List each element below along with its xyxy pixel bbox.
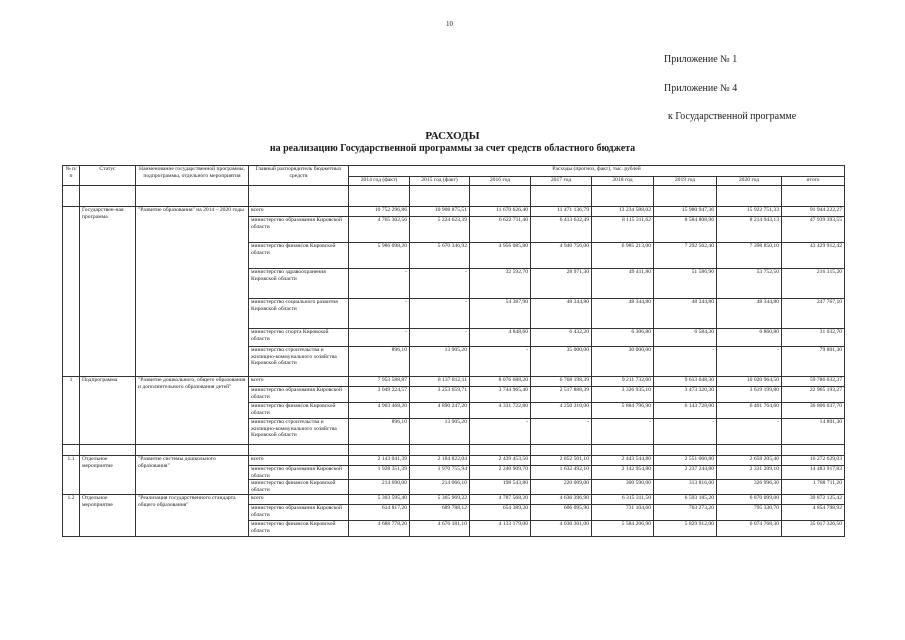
row-value: 48 344,80 [654,299,717,329]
row-value: 28 971,30 [531,269,592,299]
row-value: 4 787 568,20 [470,494,531,504]
row-number [63,207,80,377]
row-value: 2 240 909,70 [470,466,531,480]
row-value: 326 996,30 [717,480,782,494]
row-value: 8 137 812,11 [410,377,470,387]
row-value: 10 752 296,86 [349,207,410,217]
row-value: 4 250 310,00 [531,403,592,419]
row-status: Отдельное мероприятие [80,494,136,536]
row-total: 79 801,30 [782,347,845,377]
row-value: 2 237 244,80 [654,466,717,480]
row-total: 14 483 917,83 [782,466,845,480]
row-program-name: "Развитие дошкольного, общего образования и дополнительного образования детей" [136,377,249,445]
row-value: - [410,329,470,347]
row-value: 4 688 778,20 [349,520,410,536]
row-value: 4 133 179,00 [470,520,531,536]
row-value: 4 848,60 [470,329,531,347]
spacer-cell [249,445,349,456]
row-value: 3 473 320,30 [654,387,717,403]
header-year: 2017 год [531,177,592,186]
row-value: 13 234 588,02 [592,207,654,217]
row-value: 7 292 562,40 [654,243,717,269]
row-value: 48 344,80 [592,299,654,329]
row-value: 6 432,20 [531,329,592,347]
spacer-cell [531,445,592,456]
row-value: 2 517 888,39 [531,387,592,403]
row-value: - [470,347,531,377]
header-year: 2020 год [717,177,782,186]
row-value: 8 214 943,13 [717,217,782,243]
row-value: 48 344,80 [531,299,592,329]
row-value: 3 326 935,10 [592,387,654,403]
row-manager: министерство финансов Кировской области [249,520,349,536]
row-program-name: "Реализация государственного стандарта общего образования" [136,494,249,536]
row-value: 763 273,20 [654,504,717,520]
spacer-cell [470,186,531,207]
spacer-cell [80,186,136,207]
row-manager: всего [249,494,349,504]
spacer-cell [782,186,845,207]
row-value: 214 690,00 [349,480,410,494]
row-value: 9 613 048,30 [654,377,717,387]
row-value: 2 142 954,80 [592,466,654,480]
spacer-cell [63,186,80,207]
header-num: № п/п [63,166,80,186]
row-value: 4 636 396,90 [531,494,592,504]
row-value: 4 956 085,80 [470,243,531,269]
row-total: 31 032,70 [782,329,845,347]
row-value: 7 398 850,10 [717,243,782,269]
table-body [63,186,845,537]
spacer-cell [249,186,349,207]
row-value: 5 986 098,20 [349,243,410,269]
spacer-cell [349,186,410,207]
spacer-cell [136,445,249,456]
row-value: 11 471 136,79 [531,207,592,217]
spacer-cell [654,445,717,456]
row-value: 7 953 588,87 [349,377,410,387]
row-manager: министерство образования Кировской области [249,217,349,243]
row-value: 6 306,80 [592,329,654,347]
document-title: РАСХОДЫ [425,130,480,142]
row-value: - [592,419,654,445]
row-value: 49 411,80 [592,269,654,299]
row-value: - [410,269,470,299]
row-manager: всего [249,377,349,387]
header-year: 2014 год (факт) [349,177,410,186]
row-value: - [717,347,782,377]
row-value: 2 143 041,39 [349,456,410,466]
row-value: 6 622 711,40 [470,217,531,243]
row-manager: министерство финансов Кировской области [249,403,349,419]
spacer-cell [136,186,249,207]
header-year: 2015 год (факт) [410,177,470,186]
spacer-cell [63,445,80,456]
row-value: 4 940 756,00 [531,243,592,269]
row-manager: министерство образования Кировской области [249,387,349,403]
row-manager: министерство финансов Кировской области [249,480,349,494]
row-value: 9 211 732,00 [592,377,654,387]
row-value: - [349,299,410,329]
row-number: 1.2 [63,494,80,536]
table-row [63,494,845,504]
row-value: - [654,419,717,445]
row-program-name: "Развитие системы дошкольного образования" [136,456,249,495]
row-value: 8 076 688,20 [470,377,531,387]
row-value: 6 584,30 [654,329,717,347]
row-value: 795 330,70 [717,504,782,520]
spacer-cell [717,445,782,456]
row-value: 3 049 224,57 [349,387,410,403]
spacer-cell [592,186,654,207]
row-manager: министерство образования Кировской области [249,504,349,520]
appendix-line-3: к Государственной программе [668,111,797,122]
row-value: 35 000,00 [531,347,592,377]
row-value: - [717,419,782,445]
table-row [63,207,845,217]
row-manager: министерство строительства и жилищно-коммунального хозяйства Кировской области [249,419,349,445]
row-value: 896,10 [349,347,410,377]
row-manager: всего [249,207,349,217]
row-total: 35 017 326,50 [782,520,845,536]
row-total: 39 872 125,42 [782,494,845,504]
row-manager: министерство социального развития Кировской области [249,299,349,329]
row-value: 11 670 626,40 [470,207,531,217]
spacer-cell [782,445,845,456]
row-total: 247 767,10 [782,299,845,329]
header-expenses: Расходы (прогноз, факт), тыс. рублей [349,166,845,177]
row-total: 16 272 629,03 [782,456,845,466]
row-number: 1 [63,377,80,445]
row-value: 214 066,10 [410,480,470,494]
row-value: 4 676 181,10 [410,520,470,536]
spacer-cell [592,445,654,456]
row-value: 15 980 947,36 [654,207,717,217]
row-value: 5 303 595,40 [349,494,410,504]
row-program-name: "Развитие образования" на 2014 – 2020 годы [136,207,249,377]
row-value: 4 765 302,56 [349,217,410,243]
row-value: 6 860,80 [717,329,782,347]
row-manager: министерство здравоохранения Кировской области [249,269,349,299]
header-name: Наименование государственной программы, подпрограммы, отдельного мероприятия [136,166,249,186]
row-manager: министерство финансов Кировской области [249,243,349,269]
row-value: 6 315 311,50 [592,494,654,504]
header-year: 2018 год [592,177,654,186]
row-value: 5 584 206,90 [592,520,654,536]
row-total: 4 854 798,92 [782,504,845,520]
header-year: 2016 год [470,177,531,186]
row-value: 731 104,60 [592,504,654,520]
row-value: 614 817,20 [349,504,410,520]
row-value: 220 009,00 [531,480,592,494]
row-total: 47 939 393,55 [782,217,845,243]
row-manager: министерство спорта Кировской области [249,329,349,347]
row-value: 5 884 796,90 [592,403,654,419]
row-value: - [349,329,410,347]
row-value: 313 816,00 [654,480,717,494]
row-total: 1 788 711,20 [782,480,845,494]
row-value: 6 401 764,60 [717,403,782,419]
header-total: итого [782,177,845,186]
header-year: 2019 год [654,177,717,186]
spacer-cell [410,445,470,456]
document-subtitle: на реализацию Государственной программы за счет средств областного бюджета [269,143,636,154]
row-value: 32 592,70 [470,269,531,299]
row-value: 8 584 808,96 [654,217,717,243]
row-value: 5 829 912,00 [654,520,717,536]
expenses-table [62,165,845,537]
row-value: 30 000,00 [592,347,654,377]
row-value: 3 744 965,40 [470,387,531,403]
row-value: 198 543,80 [470,480,531,494]
row-value: 4 903 468,20 [349,403,410,419]
row-total: 59 786 032,37 [782,377,845,387]
row-value: 6 870 099,00 [717,494,782,504]
row-value: 300 590,00 [592,480,654,494]
row-value: 53 752,50 [717,269,782,299]
spacer-cell [717,186,782,207]
row-status: Подпрограмма [80,377,136,445]
row-value: 4 331 722,80 [470,403,531,419]
row-manager: министерство строительства и жилищно-коммунального хозяйства Кировской области [249,347,349,377]
row-value: 6 985 213,00 [592,243,654,269]
spacer-cell [349,445,410,456]
table-row [63,377,845,387]
row-value: 3 253 659,71 [410,387,470,403]
row-value: 2 658 205,40 [717,456,782,466]
row-value: 4 890 247,20 [410,403,470,419]
row-value: 8 115 311,62 [592,217,654,243]
spacer-row [63,445,845,456]
row-total: 91 944 222,27 [782,207,845,217]
row-total: 22 965 193,27 [782,387,845,403]
row-value: 2 331 209,10 [717,466,782,480]
row-total: 216 315,20 [782,269,845,299]
row-value: 10 908 875,51 [410,207,470,217]
row-value: 3 619 199,80 [717,387,782,403]
row-value: 6 768 198,39 [531,377,592,387]
row-value: 606 095,90 [531,504,592,520]
row-value: 654 389,20 [470,504,531,520]
row-value: 13 905,20 [410,419,470,445]
row-status: Государствен-ная программа [80,207,136,377]
row-total: 36 806 037,70 [782,403,845,419]
row-value: - [654,347,717,377]
row-value: 2 443 544,80 [592,456,654,466]
row-value: 2 184 822,04 [410,456,470,466]
row-value: 5 670 346,92 [410,243,470,269]
row-value: 6 143 728,00 [654,403,717,419]
appendix-line-1: Приложение № 1 [664,54,738,65]
row-value: 2 551 060,80 [654,456,717,466]
row-value: - [531,419,592,445]
header-row-1 [63,166,845,177]
table-row [63,456,845,466]
row-number: 1.1 [63,456,80,495]
row-value: - [470,419,531,445]
row-value: 13 905,20 [410,347,470,377]
page-number: 10 [446,20,453,28]
header-manager: Главный распорядитель бюджетных средств [249,166,349,186]
spacer-cell [654,186,717,207]
appendix-line-2: Приложение № 4 [664,83,738,94]
row-value: 689 788,12 [410,504,470,520]
spacer-cell [470,445,531,456]
row-value: 6 074 768,30 [717,520,782,536]
row-value: - [349,269,410,299]
row-value: 15 922 751,33 [717,207,782,217]
row-value: 6 593 185,20 [654,494,717,504]
row-value: 896,10 [349,419,410,445]
row-value: 10 020 964,50 [717,377,782,387]
spacer-cell [80,445,136,456]
row-manager: министерство образования Кировской области [249,466,349,480]
row-value: 5 365 969,22 [410,494,470,504]
row-value: 48 344,80 [717,299,782,329]
row-value: 54 387,90 [470,299,531,329]
row-total: 14 801,30 [782,419,845,445]
row-total: 43 429 912,42 [782,243,845,269]
row-value: 1 928 351,39 [349,466,410,480]
row-value: 6 413 632,49 [531,217,592,243]
row-value: - [410,299,470,329]
row-value: 51 586,90 [654,269,717,299]
row-value: 2 852 501,10 [531,456,592,466]
spacer-row [63,186,845,207]
row-value: 1 970 755,94 [410,466,470,480]
row-value: 4 030 301,00 [531,520,592,536]
row-value: 2 439 453,50 [470,456,531,466]
row-value: 5 224 623,39 [410,217,470,243]
spacer-cell [531,186,592,207]
row-status: Отдельное мероприятие [80,456,136,495]
header-status: Статус [80,166,136,186]
row-value: 1 632 492,10 [531,466,592,480]
spacer-cell [410,186,470,207]
row-manager: всего [249,456,349,466]
